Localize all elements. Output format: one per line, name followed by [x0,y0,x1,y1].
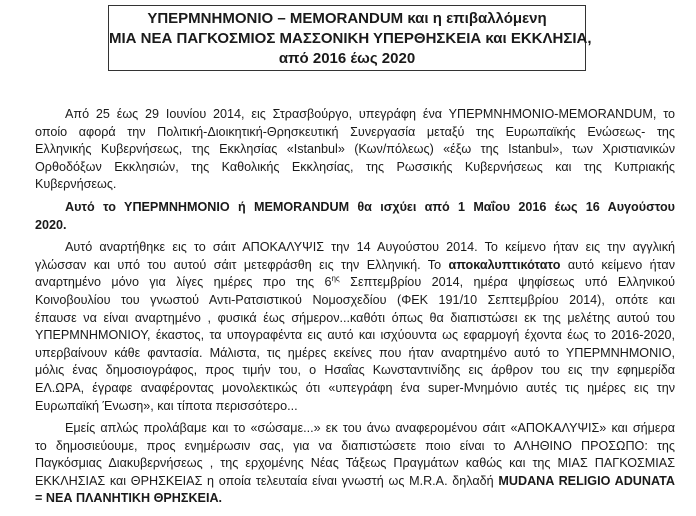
paragraph-4-line: Εμείς απλώς προλάβαμε και το «σώσαμε...» εκ του άνω αναφερομένου σάιτ «ΑΠΟΚΑΛΥΨΙΣ» και σήμερα [65,421,675,436]
paragraph-3-text: αυτό κείμενο ήταν [567,257,676,272]
ordinal-superscript: ης [331,274,340,284]
paragraph-3-line [35,257,675,275]
title-line-3: από 2016 έως 2020 [278,50,416,67]
paragraph-3-line: Κοινοβουλίου του γνωστού Αντι-Ρατσιστικού Νομοσχεδίου (ΦΕΚ 191/10 Σεπτεμβρίου 2014), οπότε και [35,292,675,307]
paragraph-1-line: Κυβερνήσεως. [35,177,117,192]
paragraph-3-line: μόλις ένας δημοσιογράφος, προς τιμήν του, ο Ησαΐας Κωνσταντινίδης εις άρθρον του εις την εφημερίδα [35,363,675,378]
paragraph-4-emphasis: MUDANA RELIGIO ADUNATA [498,473,675,488]
paragraph-1-line: οποίο αφορά την Πολιτική-Διοικητική-Θρησκευτική Συνεργασία μεταξύ της Ευρωπαϊκής Ενώσεως- της [35,124,675,139]
paragraph-3 [35,239,675,415]
document-title-box [108,5,592,71]
title-line-1: ΥΠΕΡΜΝΗΜΟΝΙΟ – MEMORANDUM και η επιβαλλόμενη [147,10,547,27]
paragraph-2-bold [35,199,675,234]
title-line-2: ΜΙΑ ΝΕΑ ΠΑΓΚΟΣΜΙΟΣ ΜΑΣΣΟΝΙΚΗ ΥΠΕΡΘΗΣΚΕΙΑ και ΕΚΚΛΗΣΙΑ, [109,30,592,47]
paragraph-3-line: έπαυσε να είναι αναρτημένο , φυσικά έως σήμερον...καθότι όπως θα διαπιστώσει εκ της μελέτης αυτού του [35,310,675,325]
paragraph-1-line: Ελληνικής Κυβερνήσεως, της Εκκλησίας «Istanbul» (Κων/πόλεως) «έξω της Istanbul», των Χριστιανικών [35,142,675,157]
paragraph-3-line: Αυτό αναρτήθηκε εις το σάιτ ΑΠΟΚΑΛΥΨΙΣ την 14 Αυγούστου 2014. Το κείμενο ήταν εις την αγγλική [65,240,675,255]
paragraph-3-line: ΕΛ.ΩΡΑ, έγραφε αναφέροντας μονολεκτικώς ότι «υπεγράφη ένα super-Μνημόνιο αυτές τις ημέρες εις την [35,380,675,395]
paragraph-3-line: ΥΠΕΡΜΝΗΜΟΝΙΟΥ, έκαστος, τα υπογραφέντα εις αυτό και ισχύουντα ως εφαρμογή έχοντα έως το 2016-2020, [35,328,675,343]
paragraph-3-emphasis: αποκαλυπτικότατο [448,257,561,272]
paragraph-3-text: γλώσσαν και υπό του αυτού σάιτ μετεφράσθη εις την Ελληνική. Το [35,257,442,272]
paragraph-4-line: = ΝΕΑ ΠΛΑΝΗΤΙΚΗ ΘΡΗΣΚΕΙΑ. [35,491,223,506]
paragraph-1 [35,106,675,194]
paragraph-4-line [35,473,675,491]
paragraph-4-line: Παγκόσμιας Διακυβερνήσεως , της ερχομένης Νέας Τάξεως Πραγμάτων καθώς και της ΜΙΑΣ ΠΑΓΚΟΣΜΙΑΣ [35,456,675,471]
paragraph-2-line: 2020. [35,217,67,232]
paragraph-4-text: ΕΚΚΛΗΣΙΑΣ και ΘΡΗΣΚΕΙΑΣ η οποία τελευταία είναι γνωστή ως M.R.A. δηλαδή [35,473,494,488]
paragraph-2-line: Αυτό το ΥΠΕΡΜΝΗΜΟΝΙΟ ή MEMORANDUM θα ισχύει από 1 Μαΐου 2016 έως 16 Αυγούστου [65,199,675,214]
paragraph-3-text: Σεπτεμβρίου 2014, ημέρα ψηφίσεως υπό Ελληνικού [350,275,675,290]
document-body [35,106,675,513]
paragraph-3-text: αναρτημένο μόνο για λίγες ημέρες προ της 6 [35,275,332,290]
paragraph-3-line: Ευρωπαϊκή Ένωση», και τίποτα περισσότερο... [35,398,298,413]
paragraph-1-line: Ορθοδόξων Εκκλησιών, της Καθολικής Εκκλησίας, της Ρωσσικής Κυβερνήσεως και της Κυπριακής [35,159,675,174]
paragraph-3-line: υπερβαίνουν κάθε φαντασία. Μάλιστα, τις ημέρες εκείνες που ήταν αναρτημένο αυτό το ΥΠΕΡΜΝΗΜΟΝΙΟ, [35,345,675,360]
paragraph-4-line: το δημοσιεύουμε, προς ενημέρωσιν σας, για να διαπιστώσετε ποιο είναι το ΑΛΗΘΙΝΟ ΠΡΟΣΩΠΟ: της [35,438,675,453]
paragraph-1-line: Από 25 έως 29 Ιουνίου 2014, εις Στρασβούργο, υπεγράφη ένα ΥΠΕΡΜΝΗΜΟΝΙΟ-MEMORANDUM, το [65,107,675,121]
paragraph-3-line [35,274,675,292]
paragraph-4 [35,420,675,508]
